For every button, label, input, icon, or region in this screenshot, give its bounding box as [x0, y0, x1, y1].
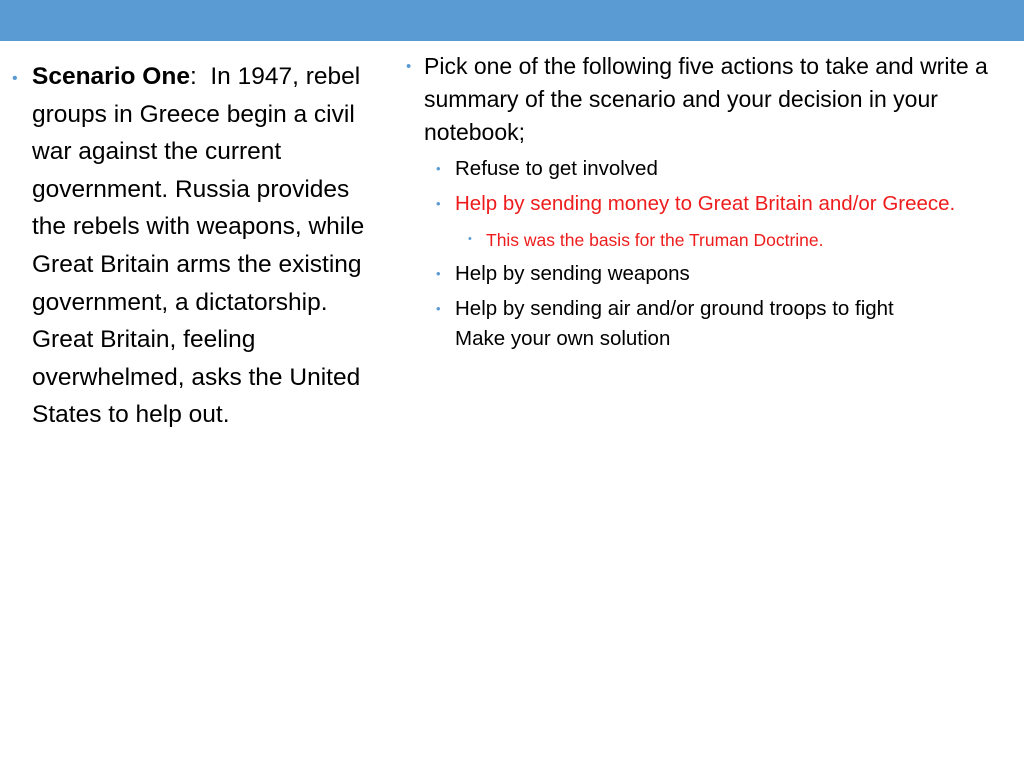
bullet-icon: •	[436, 196, 441, 211]
actions-intro-bullet	[404, 50, 1016, 149]
scenario-bullet	[10, 58, 372, 434]
actions-intro-text: Pick one of the following five actions to take and write a summary of the scenario and your decision in your notebook;	[424, 53, 988, 145]
scenario-label-colon: :	[189, 63, 197, 90]
scenario-label: Scenario One	[32, 63, 190, 90]
bullet-icon: •	[436, 301, 441, 316]
scenario-text: In 1947, rebel groups in Greece begin a civil war against the current government. Russia provides the rebels with weapons, while Great Britain arms the existing government, a dictatorship. Great Britain, feeling overwhelmed, asks the United States to help out.	[32, 63, 372, 429]
option-text: Help by sending weapons	[455, 262, 690, 285]
bullet-icon: •	[406, 58, 412, 75]
option-bullet-refuse	[404, 154, 1016, 184]
truman-doctrine-note: This was the basis for the Truman Doctrine.	[486, 230, 824, 250]
option-bullet-money	[404, 189, 1016, 219]
bullet-icon: •	[468, 233, 472, 245]
bullet-icon: •	[12, 70, 18, 87]
option-text: Refuse to get involved	[455, 157, 658, 180]
option-bullet-troops	[404, 294, 1016, 354]
bullet-icon: •	[436, 161, 441, 176]
actions-column	[404, 50, 1016, 354]
option-text: Help by sending air and/or ground troops to fight	[455, 297, 894, 320]
bullet-icon: •	[436, 266, 441, 281]
option-text-own-solution: Make your own solution	[455, 327, 671, 350]
header-band	[0, 0, 1024, 41]
option-text: Help by sending money to Great Britain and/or Greece.	[455, 192, 956, 215]
truman-doctrine-note-bullet	[404, 229, 1016, 251]
scenario-column	[10, 58, 372, 434]
option-bullet-weapons	[404, 259, 1016, 289]
